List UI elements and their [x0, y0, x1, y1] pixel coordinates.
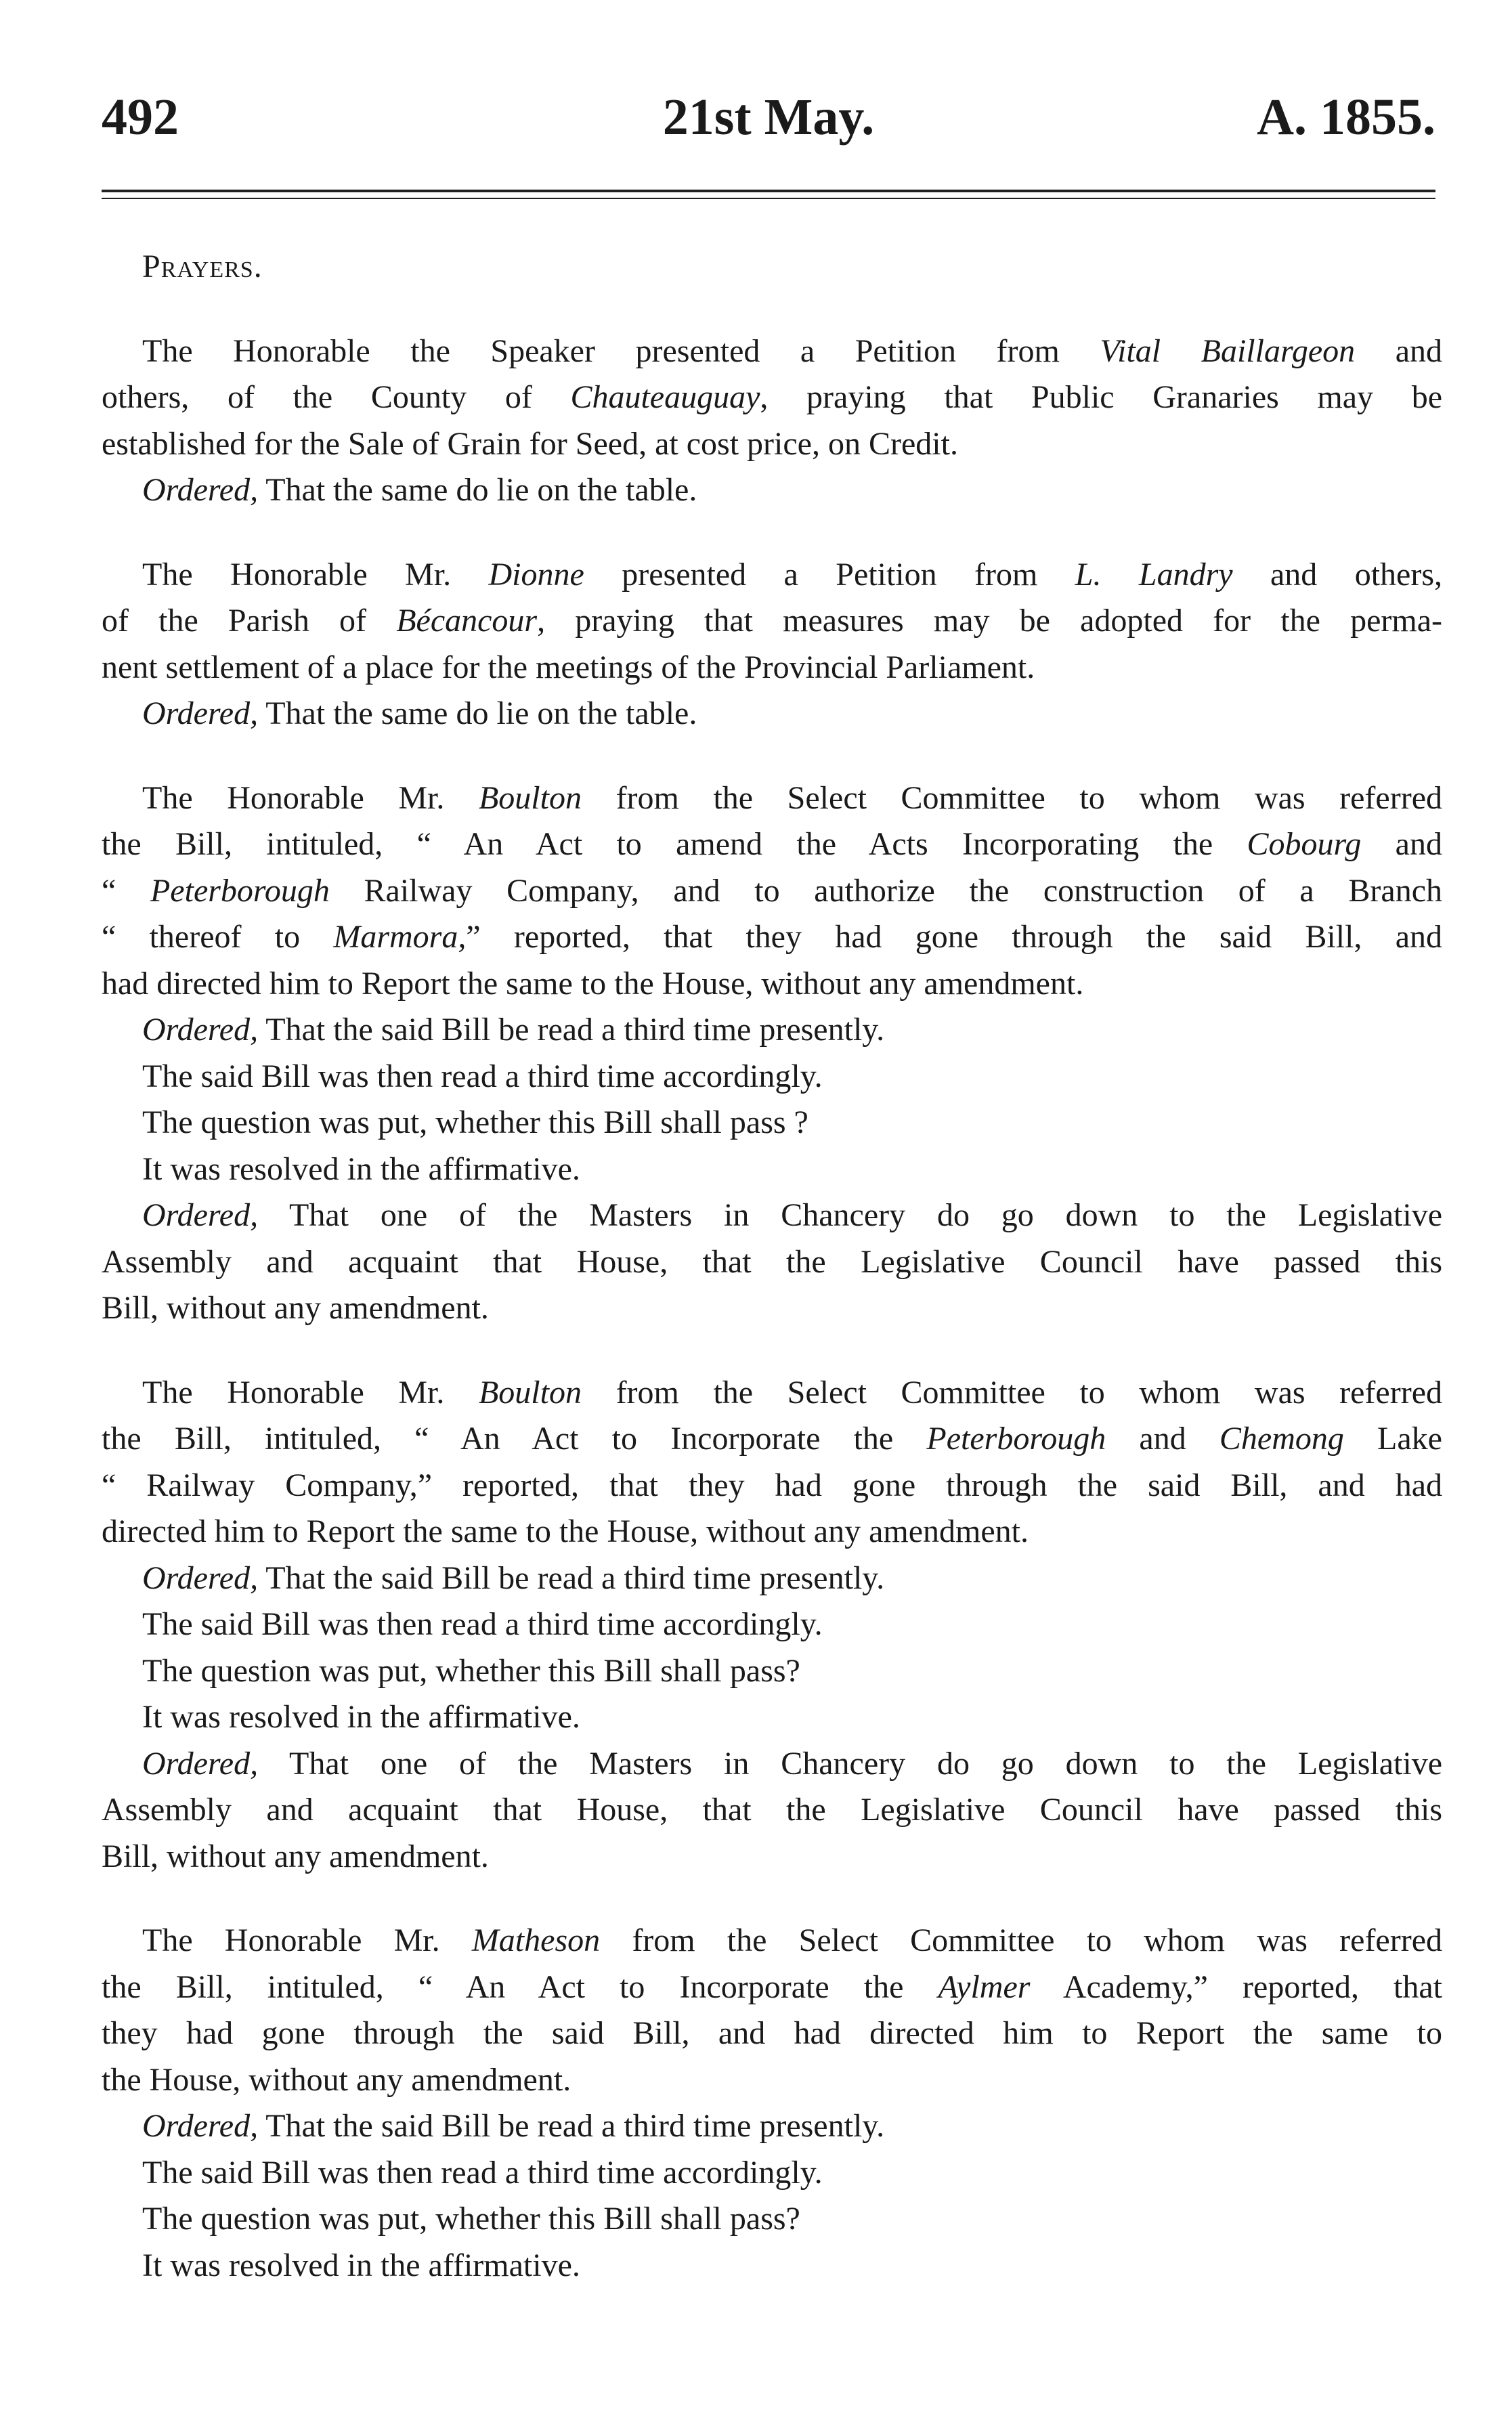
paragraph-gap [102, 1332, 1442, 1370]
text-line: the Bill, intituled, “ An Act to Incorporate the Peterborough and Chemong Lake [102, 1421, 1442, 1457]
text-line: The Honorable Mr. Boulton from the Select Committee to whom was referred [142, 779, 1442, 816]
text-line: of the Parish of Bécancour, praying that measures may be adopted for the perma- [102, 603, 1443, 639]
text-line: the House, without any amendment. [102, 2061, 571, 2098]
text-line: The said Bill was then read a third time accordingly. [142, 1606, 823, 1642]
section-heading: Prayers. [142, 249, 263, 284]
text-line: Ordered, That the said Bill be read a third time presently. [142, 1012, 885, 1048]
text-line: The Honorable Mr. Boulton from the Select Committee to whom was referred [142, 1374, 1442, 1411]
text-line: Ordered, That the said Bill be read a third time presently. [142, 2108, 885, 2144]
header-year: A. 1855. [1257, 89, 1435, 146]
text-line: It was resolved in the affirmative. [142, 1699, 580, 1735]
text-line: “ Peterborough Railway Company, and to authorize the construction of a Branch [102, 872, 1443, 909]
text-line: It was resolved in the affirmative. [142, 2247, 580, 2283]
text-line: directed him to Report the same to the House, without any amendment. [102, 1513, 1029, 1549]
header-rule [102, 190, 1435, 192]
text-line: Ordered, That the same do lie on the table. [142, 695, 697, 731]
text-line: had directed him to Report the same to the House, without any amendment. [102, 965, 1084, 1002]
text-line: “ Railway Company,” reported, that they had gone through the said Bill, and had [102, 1467, 1442, 1503]
text-line: The question was put, whether this Bill shall pass ? [142, 1104, 808, 1140]
text-line: they had gone through the said Bill, and had directed him to Report the same to [102, 2015, 1442, 2051]
text-line: It was resolved in the affirmative. [142, 1150, 580, 1187]
text-line: Ordered, That the same do lie on the table. [142, 472, 697, 508]
text-line: the Bill, intituled, “ An Act to amend the Acts Incorporating the Cobourg and [102, 826, 1442, 862]
text-line: The Honorable the Speaker presented a Petition from Vital Baillargeon and [142, 332, 1442, 369]
text-line: Assembly and acquaint that House, that the Legislative Council have passed this [102, 1792, 1442, 1828]
text-line: nent settlement of a place for the meetings of the Provincial Parliament. [102, 649, 1035, 685]
page-number: 492 [102, 89, 179, 146]
text-line: the Bill, intituled, “ An Act to Incorporate the Aylmer Academy,” reported, that [102, 1968, 1443, 2005]
text-line: Bill, without any amendment. [102, 1838, 489, 1874]
text-line: The question was put, whether this Bill shall pass? [142, 2201, 800, 2237]
text-line: The Honorable Mr. Dionne presented a Petition from L. Landry and others, [142, 556, 1443, 593]
text-line: The said Bill was then read a third time accordingly. [142, 2154, 823, 2191]
text-line: others, of the County of Chauteauguay, praying that Public Granaries may be [102, 379, 1443, 415]
paragraph-gap [102, 1880, 1442, 1918]
text-line: “ thereof to Marmora,” reported, that they had gone through the said Bill, and [102, 919, 1442, 955]
text-line: Ordered, That the said Bill be read a third time presently. [142, 1559, 885, 1596]
text-line: established for the Sale of Grain for Seed, at cost price, on Credit. [102, 425, 958, 462]
text-line: The question was put, whether this Bill shall pass? [142, 1652, 800, 1689]
paragraph-gap [102, 514, 1442, 552]
document-body [102, 244, 1442, 2289]
text-line: The Honorable Mr. Matheson from the Select Committee to whom was referred [142, 1922, 1443, 1958]
text-line: Bill, without any amendment. [102, 1290, 489, 1326]
text-line: The said Bill was then read a third time accordingly. [142, 1058, 823, 1094]
header-rule-thin [102, 198, 1435, 199]
text-line: Ordered, That one of the Masters in Chancery do go down to the Legislative [142, 1745, 1442, 1782]
header-date: 21st May. [662, 89, 875, 146]
paragraph-gap [102, 737, 1442, 775]
text-line: Assembly and acquaint that House, that the Legislative Council have passed this [102, 1243, 1442, 1280]
text-line: Ordered, That one of the Masters in Chancery do go down to the Legislative [142, 1197, 1442, 1233]
paragraph-gap [102, 290, 1442, 328]
page-header [102, 80, 1435, 154]
